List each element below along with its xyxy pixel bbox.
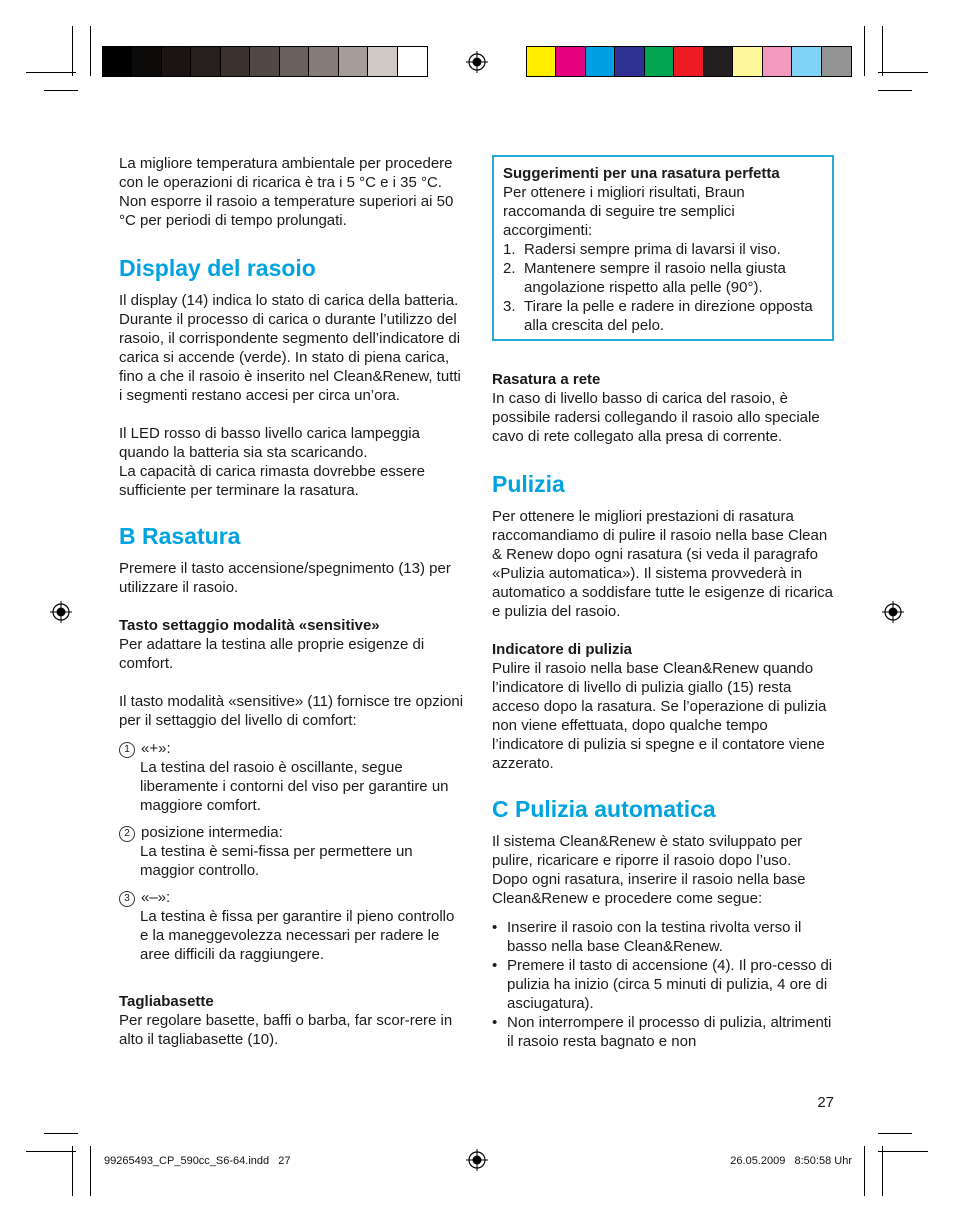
tip-item xyxy=(503,259,823,297)
color-swatch xyxy=(221,47,250,76)
color-swatch xyxy=(309,47,338,76)
tip-text: Tirare la pelle e radere in direzione opposta alla crescita del pelo. xyxy=(524,298,813,334)
crop-mark xyxy=(878,72,928,73)
display-heading: Display del rasoio xyxy=(119,255,316,281)
color-swatch xyxy=(280,47,309,76)
option-label: «–»: xyxy=(141,889,171,906)
right-column xyxy=(492,370,837,1051)
process-color-bar xyxy=(526,46,852,77)
list-item-text: Premere il tasto di accensione (4). Il pro-cesso di pulizia ha inizio (circa 5 minuti di pulizia, 4 ore di asciugatura). xyxy=(507,957,833,1012)
color-swatch xyxy=(162,47,191,76)
circled-number: 3 xyxy=(119,891,135,907)
color-swatch xyxy=(339,47,368,76)
list-item xyxy=(492,918,837,956)
tip-item xyxy=(503,240,823,259)
pulizia-heading: Pulizia xyxy=(492,471,565,497)
color-swatch xyxy=(763,47,792,76)
bullet-icon: • xyxy=(492,919,498,936)
crop-mark xyxy=(44,90,78,91)
slug-timestamp: 26.05.2009 8:50:58 Uhr xyxy=(730,1155,852,1167)
registration-mark-icon xyxy=(50,601,72,623)
color-swatch xyxy=(645,47,674,76)
list-item-text: Non interrompere il processo di pulizia, altrimenti il rasoio resta bagnato e non xyxy=(507,1014,832,1050)
capacity-paragraph: La capacità di carica rimasta dovrebbe essere sufficiente per terminare la rasatura. xyxy=(119,463,425,499)
crop-mark xyxy=(44,1133,78,1134)
option-label: «+»: xyxy=(141,740,171,757)
mains-paragraph: In caso di livello basso di carica del rasoio, è possibile radersi collegando il rasoio allo speciale cavo di rete collegato alla presa di corrente. xyxy=(492,390,820,445)
page-number: 27 xyxy=(817,1094,834,1111)
crop-mark xyxy=(90,1146,91,1196)
crop-mark xyxy=(882,26,883,76)
option-description: La testina è semi-fissa per permettere un maggior controllo. xyxy=(140,843,413,879)
tip-number: 1. xyxy=(503,241,516,258)
sensitive-title: Tasto settaggio modalità «sensitive» xyxy=(119,617,380,634)
bullet-icon: • xyxy=(492,1014,498,1031)
b-rasatura-paragraph: Premere il tasto accensione/spegnimento (13) per utilizzare il rasoio. xyxy=(119,560,451,596)
list-item xyxy=(492,956,837,1013)
crop-mark xyxy=(72,1146,73,1196)
bullet-icon: • xyxy=(492,957,498,974)
color-swatch xyxy=(704,47,733,76)
option-description: La testina del rasoio è oscillante, segue liberamente i contorni del viso per garantire un maggiore comfort. xyxy=(140,759,449,814)
tip-number: 3. xyxy=(503,298,516,315)
indicator-title: Indicatore di pulizia xyxy=(492,641,633,658)
comfort-option xyxy=(119,823,464,880)
display-paragraph: Il display (14) indica lo stato di carica della batteria. Durante il processo di carica o durante l’utilizzo del rasoio, il corrispondente segmento dell’indicatore di carica si accende (verde). In stato di piena carica, fino a che il rasoio è inserito nel Clean&Renew, tutti i segmenti restano accesi per circa un’ora. xyxy=(119,292,461,404)
c-pulizia-paragraph: Il sistema Clean&Renew è stato sviluppato per pulire, ricaricare e riporre il rasoio dopo l’uso. xyxy=(492,833,803,869)
color-swatch xyxy=(586,47,615,76)
sensitive-paragraph: Per adattare la testina alle proprie esigenze di comfort. xyxy=(119,636,425,672)
crop-mark xyxy=(878,1151,928,1152)
registration-mark-icon xyxy=(882,601,904,623)
color-swatch xyxy=(615,47,644,76)
c-pulizia-steps-intro: Dopo ogni rasatura, inserire il rasoio nella base Clean&Renew e procedere come segue: xyxy=(492,871,806,907)
color-swatch xyxy=(132,47,161,76)
c-pulizia-heading: C Pulizia automatica xyxy=(492,796,716,822)
comfort-option xyxy=(119,739,464,815)
tips-title: Suggerimenti per una rasatura perfetta xyxy=(503,165,780,182)
comfort-option xyxy=(119,888,464,964)
pulizia-paragraph: Per ottenere le migliori prestazioni di rasatura raccomandiamo di pulire il rasoio nella base Clean & Renew dopo ogni rasatura (si veda il paragrafo «Pulizia automatica»). Il sistema provvederà in automatico a soddisfare tutte le esigenze di ricarica e pulizia del rasoio. xyxy=(492,508,834,620)
color-swatch xyxy=(733,47,762,76)
color-swatch xyxy=(191,47,220,76)
sensitive-options-intro: Il tasto modalità «sensitive» (11) fornisce tre opzioni per il settaggio del livello di comfort: xyxy=(119,693,464,729)
trimmer-title: Tagliabasette xyxy=(119,993,214,1010)
trimmer-paragraph: Per regolare basette, baffi o barba, far scor-rere in alto il tagliabasette (10). xyxy=(119,1012,453,1048)
mains-title: Rasatura a rete xyxy=(492,371,601,388)
tip-text: Radersi sempre prima di lavarsi il viso. xyxy=(524,241,781,258)
option-label: posizione intermedia: xyxy=(141,824,283,841)
tip-item xyxy=(503,297,823,335)
indicator-paragraph: Pulire il rasoio nella base Clean&Renew quando l’indicatore di livello di pulizia giallo (15) resta acceso dopo la rasatura. Se l’operazione di pulizia non viene effettuata, dopo qualche tempo l’indicatore di pulizia si spegne e il contatore viene azzerato. xyxy=(492,660,827,772)
tip-number: 2. xyxy=(503,260,516,277)
color-swatch xyxy=(250,47,279,76)
circled-number: 1 xyxy=(119,742,135,758)
option-description: La testina è fissa per garantire il pieno controllo e la maneggevolezza necessari per radere le aree difficili da raggiungere. xyxy=(140,908,455,963)
grayscale-color-bar xyxy=(102,46,428,77)
registration-mark-icon xyxy=(466,1149,488,1171)
left-column xyxy=(119,154,464,1049)
crop-mark xyxy=(864,1146,865,1196)
tips-box xyxy=(492,155,834,341)
crop-mark xyxy=(90,26,91,76)
crop-mark xyxy=(26,1151,76,1152)
color-swatch xyxy=(674,47,703,76)
slug-file-info: 99265493_CP_590cc_S6-64.indd 27 xyxy=(104,1155,291,1167)
tip-text: Mantenere sempre il rasoio nella giusta angolazione rispetto alla pelle (90°). xyxy=(524,260,786,296)
color-swatch xyxy=(398,47,427,76)
list-item-text: Inserire il rasoio con la testina rivolta verso il basso nella base Clean&Renew. xyxy=(507,919,802,955)
color-swatch xyxy=(103,47,132,76)
led-paragraph: Il LED rosso di basso livello carica lampeggia quando la batteria sia sta scaricando. xyxy=(119,425,420,461)
circled-number: 2 xyxy=(119,826,135,842)
crop-mark xyxy=(878,90,912,91)
intro-paragraph: La migliore temperatura ambientale per procedere con le operazioni di ricarica è tra i 5 °C e i 35 °C. Non esporre il rasoio a temperature superiori ai 50 °C per periodi di tempo prolungati. xyxy=(119,155,454,229)
registration-mark-icon xyxy=(466,51,488,73)
tips-intro: Per ottenere i migliori risultati, Braun raccomanda di seguire tre semplici accorgimenti: xyxy=(503,184,745,239)
b-rasatura-heading: B Rasatura xyxy=(119,523,241,549)
crop-mark xyxy=(26,72,76,73)
crop-mark xyxy=(882,1146,883,1196)
color-swatch xyxy=(556,47,585,76)
color-swatch xyxy=(822,47,851,76)
color-swatch xyxy=(792,47,821,76)
crop-mark xyxy=(72,26,73,76)
crop-mark xyxy=(878,1133,912,1134)
list-item xyxy=(492,1013,837,1051)
color-swatch xyxy=(527,47,556,76)
color-swatch xyxy=(368,47,397,76)
bullet-list xyxy=(492,918,837,1051)
crop-mark xyxy=(864,26,865,76)
